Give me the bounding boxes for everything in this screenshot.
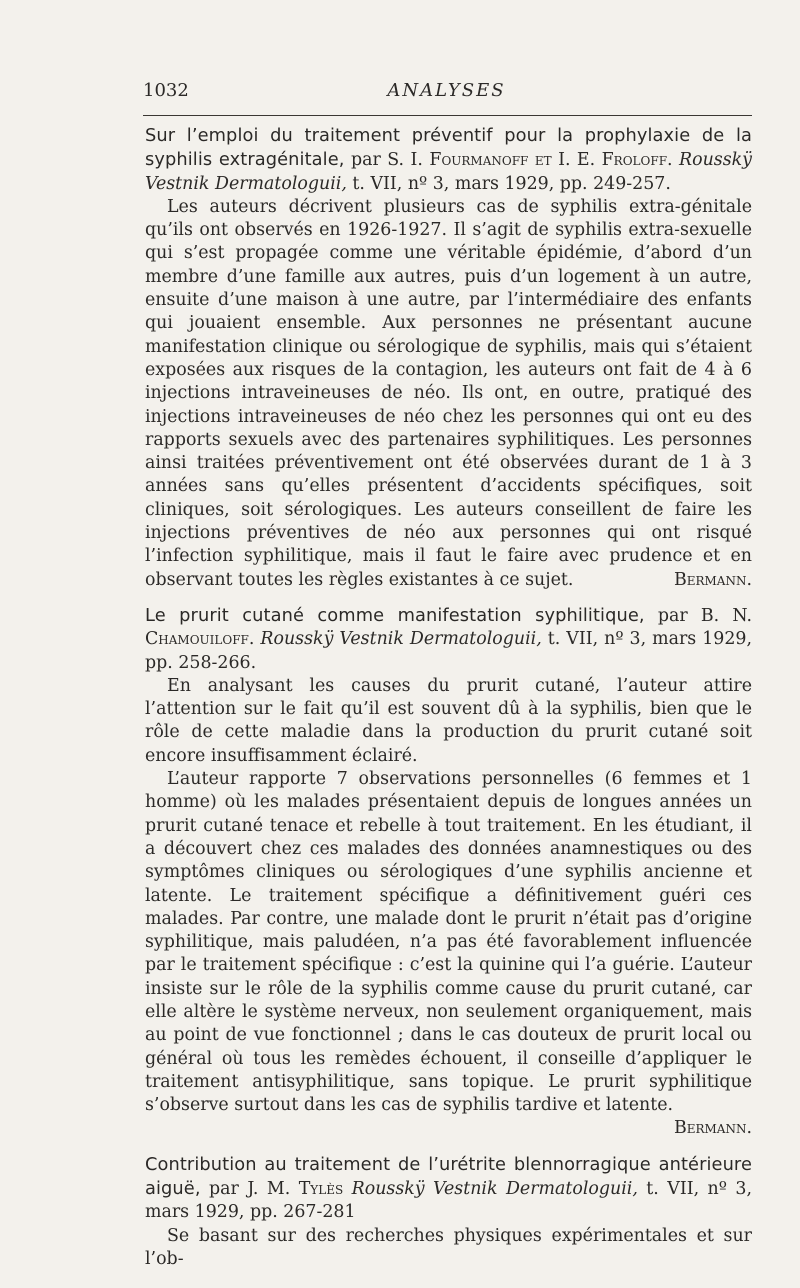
article-authors: J. M. Tylès: [247, 1179, 344, 1200]
article-reference: t. VII, nº 3, mars 1929, pp. 249-257.: [346, 173, 671, 194]
page-content: [145, 124, 752, 1271]
article-signature: Bermann.: [673, 569, 752, 590]
article-2: [145, 604, 752, 1141]
article-heading: [145, 1153, 752, 1225]
article-heading: [145, 604, 752, 675]
article-paragraph: L’auteur rapporte 7 observations personnelles (6 femmes et 1 homme) où les malades présentaient depuis de longues années un prurit cutané tenace et rebelle à tout traitement. En les étudiant, il a découvert chez ces malades des données anamnestiques ou des symptômes cliniques ou sérologiques d’une syphilis ancienne et latente. Le traitement spécifique a définitivement guéri ces malades. Par contre, une malade dont le prurit n’était pas d’origine syphilitique, mais paludéen, n’a pas été favorablement influencée par le traitement spécifique : c’est la quinine qui l’a guérie. L’auteur insiste sur le rôle de la syphilis comme cause du prurit cutané, car elle altère le système nerveux, non seulement organiquement, mais au point de vue fonctionnel ; dans le cas douteux de prurit local ou général où tous les remèdes échouent, il conseille d’appliquer le traitement antisyphilitique, sans topique. Le prurit syphilitique s’observe surtout dans les cas de syphilis tardive et latente.: [145, 769, 752, 1116]
article-3: [145, 1153, 752, 1271]
article-title: Contribution au traitement de l’urétrite blennorragique antérieure aiguë,: [145, 1153, 752, 1200]
article-reference: t. VII, nº 3, mars 1929, pp. 267-281: [145, 1179, 752, 1223]
article-authors: S. I. Fourmanoff et I. E. Froloff.: [387, 150, 673, 171]
article-signature: Bermann.: [673, 1118, 752, 1139]
article-reference: t. VII, nº 3, mars 1929, pp. 258-266.: [145, 629, 752, 673]
article-title: Sur l’emploi du traitement préventif pour la prophylaxie de la syphilis extragénitale,: [145, 125, 752, 171]
article-paragraph: En analysant les causes du prurit cutané, l’auteur attire l’attention sur le fait qu’il est souvent dû à la syphilis, bien que le rôle de cette maladie dans la production du prurit cutané soit encore insuffisamment éclairé.: [145, 675, 752, 766]
header-rule: [143, 115, 752, 116]
article-by: par: [644, 605, 701, 626]
article-paragraph: Se basant sur des recherches physiques expérimentales et sur l’ob-: [145, 1225, 752, 1269]
article-title: Le prurit cutané comme manifestation syphilitique,: [145, 604, 645, 626]
article-journal: Rousskÿ Vestnik Dermatologuii,: [145, 150, 752, 194]
page-number: 1032: [143, 80, 189, 101]
article-1: [145, 124, 752, 592]
article-by: par: [200, 1179, 248, 1200]
page-header: [143, 80, 750, 110]
article-by: par: [344, 150, 388, 171]
article-journal: Rousskÿ Vestnik Dermatologuii,: [351, 1179, 638, 1200]
article-heading: [145, 124, 752, 196]
article-authors: B. N. Chamouiloff.: [145, 605, 752, 650]
running-title: ANALYSES: [387, 80, 506, 101]
article-paragraph: Les auteurs décrivent plusieurs cas de syphilis extra-génitale qu’ils ont observés en 1926-1927. Il s’agit de syphilis extra-sexuelle qui s’est propagée comme une véritable épidémie, d’abord d’un membre d’une famille aux autres, puis d’un logement à un autre, ensuite d’une maison à une autre, par l’intermédiaire des enfants qui jouaient ensemble. Aux personnes ne présentant aucune manifestation clinique ou sérologique de syphilis, mais qui s’étaient exposées aux risques de la contagion, les auteurs ont fait de 4 à 6 injections intraveineuses de néo. Ils ont, en outre, pratiqué des injections intraveineuses de néo chez les personnes qui ont eu des rapports sexuels avec des partenaires syphilitiques. Les personnes ainsi traitées préventivement ont été observées durant de 1 à 3 années sans qu’elles présentent d’accidents spécifiques, soit cliniques, soit sérologiques. Les auteurs conseillent de faire les injections préventives de néo aux personnes qui ont risqué l’infection syphilitique, mais il faut le faire avec prudence et en observant toutes les règles existantes à ce sujet. Bermann.: [145, 196, 752, 592]
article-journal: Rousskÿ Vestnik Dermatologuii,: [260, 629, 542, 650]
